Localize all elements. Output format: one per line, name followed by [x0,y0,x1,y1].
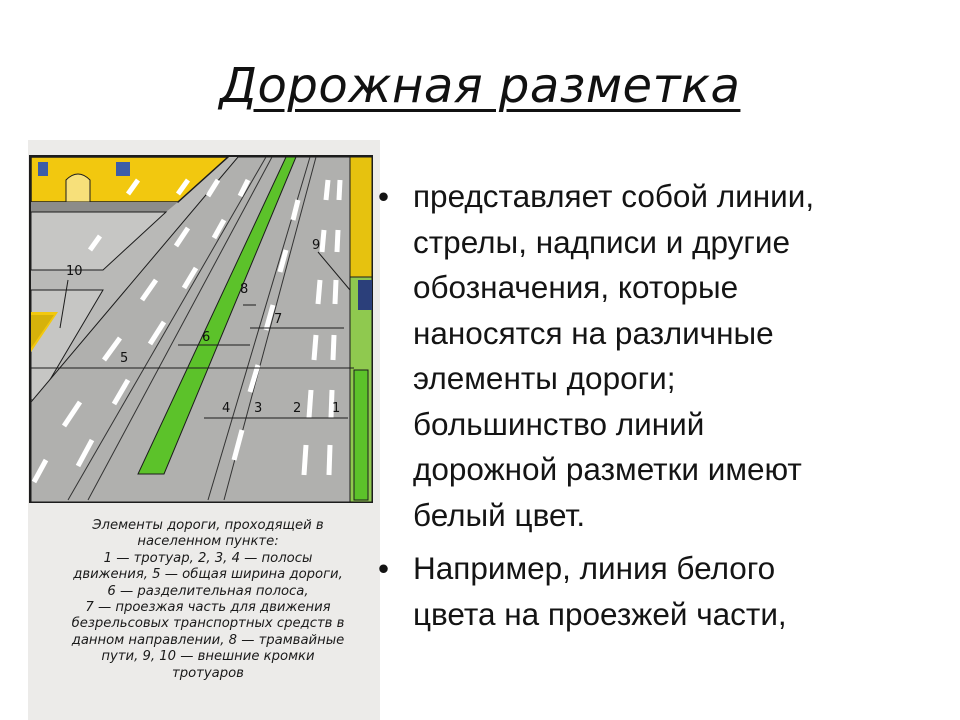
figure-caption [38,518,378,682]
caption-line: тротуаров [172,665,244,681]
bullet-marker: • [378,550,390,586]
bullet-list [378,174,938,645]
caption-line: 6 — разделительная полоса, [107,583,309,599]
bullet-text-line: цвета на проезжей части, [413,595,787,632]
figure-label-2: 2 [293,401,302,416]
bullet-item [378,546,938,637]
caption-line: населенном пункте: [137,534,279,550]
caption-line: пути, 9, 10 — внешние кромки [101,649,315,665]
bullet-text-line: наносятся на различные [413,314,774,351]
bullet-item [378,174,938,538]
bullet-text-line: представляет собой линии, [413,178,815,214]
bullet-marker: • [378,178,390,214]
figure-label-9: 9 [312,238,321,253]
caption-line: 7 — проезжая часть для движения [85,600,331,616]
bullet-text-line: белый цвет. [413,496,586,533]
figure-label-7: 7 [274,312,283,327]
bullet-text-line: большинство линий [413,405,705,442]
slide-title: Дорожная разметка [219,58,741,114]
bullet-text-line: стрелы, надписи и другие [413,223,790,260]
figure-label-4: 4 [222,401,231,416]
caption-line: безрельсовых транспортных средств в [71,616,345,632]
bullet-text-line: дорожной разметки имеют [413,451,802,487]
bullet-text-line: Например, линия белого [413,550,776,586]
road-markings-figure [28,140,380,720]
figure-label-3: 3 [254,401,263,416]
bullet-text-line: обозначения, которые [413,269,739,305]
road-illustration [28,140,380,510]
caption-line: Элементы дороги, проходящей в [92,518,324,533]
figure-label-5: 5 [120,351,129,366]
caption-line: 1 — тротуар, 2, 3, 4 — полосы [103,550,313,566]
figure-label-8: 8 [240,282,249,297]
caption-line: данном направлении, 8 — трамвайные [71,632,345,648]
bullet-text-line: элементы дороги; [413,360,676,396]
figure-label-6: 6 [202,330,211,345]
figure-label-1: 1 [332,401,341,416]
caption-line: движения, 5 — общая ширина дороги, [73,567,343,583]
figure-label-10: 10 [66,264,83,279]
